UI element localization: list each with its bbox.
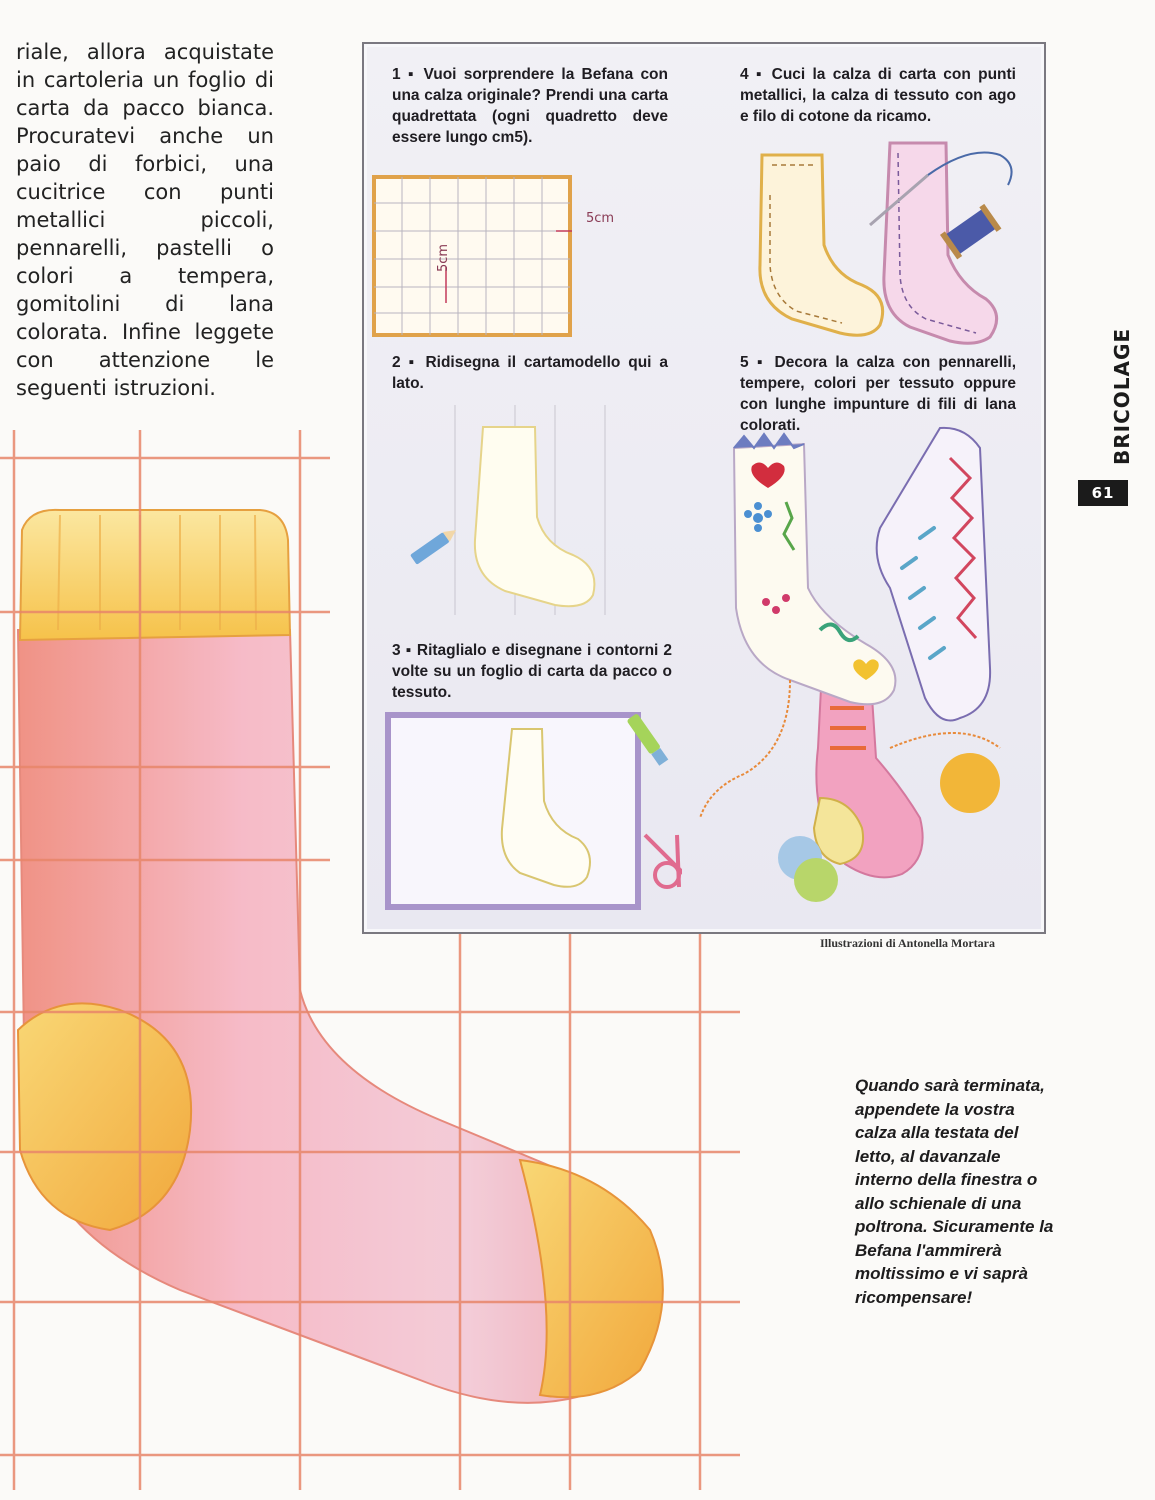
step-5-text: 5 ▪ Decora la calza con pennarelli, tempere, colori per tessuto oppure con lunghe impunture di fili di lana colorati. bbox=[740, 354, 1016, 434]
decorated-socks-illustration bbox=[640, 418, 1040, 908]
cutout-sheet-illustration bbox=[382, 705, 682, 915]
step-2-text: 2 ▪ Ridisegna il cartamodello qui a lato. bbox=[392, 354, 668, 392]
illustration-credit: Illustrazioni di Antonella Mortara bbox=[820, 936, 995, 950]
page-number: 61 bbox=[1078, 480, 1128, 506]
sewn-socks-illustration bbox=[750, 135, 1025, 350]
step-4-text: 4 ▪ Cuci la calza di carta con punti metallici, la calza di tessuto con ago e filo di cotone da ricamo. bbox=[740, 66, 1016, 125]
section-label: BRICOLAGE bbox=[1110, 327, 1134, 465]
yarn-ball-yellow bbox=[940, 753, 1000, 813]
intro-paragraph: riale, allora acquistate in cartoleria un foglio di carta da pacco bianca. Procuratevi anche un paio di forbici, una cucitrice con punti metallici piccoli, pennarelli, pastelli o colori a tempera, gomitolini di lana colorata. Infine leggete con attenzione le seguenti istruzioni. bbox=[16, 40, 274, 400]
horizontal-scale-label: 5cm bbox=[586, 211, 615, 226]
yarn-ball-green bbox=[794, 858, 838, 902]
vertical-scale-label: 5cm bbox=[436, 243, 451, 272]
sock-heel bbox=[18, 1003, 191, 1230]
closing-paragraph: Quando sarà terminata, appendete la vostra calza alla testata del letto, al davanzale interno della finestra o allo schienale di una poltrona. Sicuramente la Befana l'ammirerà moltissimo e vi saprà ricompensare! bbox=[855, 1076, 1054, 1307]
step-3-text: 3 ▪ Ritaglialo e disegnane i contorni 2 volte su un foglio di carta da pacco o tessuto. bbox=[392, 642, 672, 701]
grid-paper-illustration bbox=[372, 175, 572, 340]
step-1-text: 1 ▪ Vuoi sorprendere la Befana con una calza originale? Prendi una carta quadrettata (ogni quadretto deve essere lungo cm5). bbox=[392, 66, 668, 146]
pattern-sock-drawing bbox=[395, 405, 625, 620]
